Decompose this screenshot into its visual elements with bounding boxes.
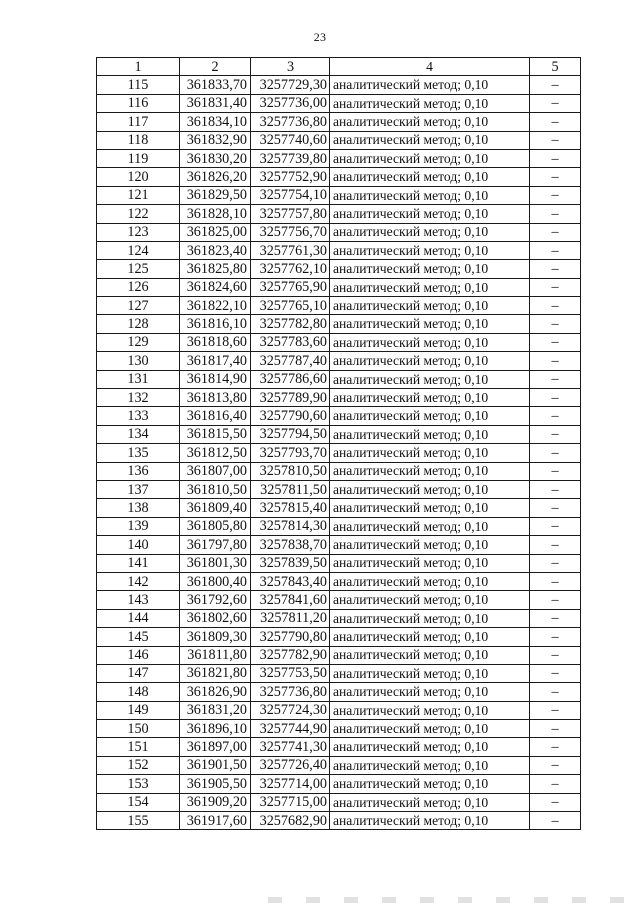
cell-method-accuracy: аналитический метод; 0,10	[330, 241, 530, 259]
cell-note: –	[530, 113, 581, 131]
cell-note: –	[530, 333, 581, 351]
cell-point-number: 127	[97, 297, 180, 315]
table-row	[97, 425, 581, 443]
cell-y-coordinate: 3257787,40	[251, 352, 330, 370]
cell-method-accuracy: аналитический метод; 0,10	[330, 646, 530, 664]
cell-x-coordinate: 361807,00	[180, 462, 251, 480]
cell-y-coordinate: 3257715,00	[251, 793, 330, 811]
table-row	[97, 664, 581, 682]
cell-y-coordinate: 3257753,50	[251, 664, 330, 682]
cell-note: –	[530, 168, 581, 186]
cell-method-accuracy: аналитический метод; 0,10	[330, 149, 530, 167]
column-header-number: 1	[97, 58, 180, 76]
table-row	[97, 149, 581, 167]
cell-x-coordinate: 361826,90	[180, 683, 251, 701]
cell-y-coordinate: 3257783,60	[251, 333, 330, 351]
cell-x-coordinate: 361816,10	[180, 315, 251, 333]
cell-note: –	[530, 554, 581, 572]
cell-note: –	[530, 517, 581, 535]
cell-point-number: 147	[97, 664, 180, 682]
table-row	[97, 333, 581, 351]
table-row	[97, 370, 581, 388]
cell-x-coordinate: 361805,80	[180, 517, 251, 535]
cell-x-coordinate: 361815,50	[180, 425, 251, 443]
cell-y-coordinate: 3257729,30	[251, 76, 330, 94]
cell-x-coordinate: 361909,20	[180, 793, 251, 811]
cell-x-coordinate: 361814,90	[180, 370, 251, 388]
cell-x-coordinate: 361826,20	[180, 168, 251, 186]
cell-y-coordinate: 3257811,50	[251, 480, 330, 498]
cell-point-number: 131	[97, 370, 180, 388]
table-row	[97, 297, 581, 315]
cell-point-number: 121	[97, 186, 180, 204]
cell-x-coordinate: 361809,40	[180, 499, 251, 517]
cell-note: –	[530, 701, 581, 719]
cell-y-coordinate: 3257782,80	[251, 315, 330, 333]
cell-method-accuracy: аналитический метод; 0,10	[330, 756, 530, 774]
cell-x-coordinate: 361822,10	[180, 297, 251, 315]
cell-method-accuracy: аналитический метод; 0,10	[330, 352, 530, 370]
cell-point-number: 128	[97, 315, 180, 333]
table-row	[97, 683, 581, 701]
cell-note: –	[530, 572, 581, 590]
table-row	[97, 223, 581, 241]
coordinates-table	[96, 57, 581, 830]
cell-note: –	[530, 793, 581, 811]
cell-point-number: 143	[97, 591, 180, 609]
table-row	[97, 480, 581, 498]
cell-x-coordinate: 361797,80	[180, 536, 251, 554]
table-row	[97, 186, 581, 204]
cell-point-number: 137	[97, 480, 180, 498]
cell-note: –	[530, 131, 581, 149]
cell-point-number: 115	[97, 76, 180, 94]
table-row	[97, 554, 581, 572]
cell-x-coordinate: 361801,30	[180, 554, 251, 572]
cell-note: –	[530, 591, 581, 609]
cell-method-accuracy: аналитический метод; 0,10	[330, 480, 530, 498]
cell-method-accuracy: аналитический метод; 0,10	[330, 370, 530, 388]
cell-point-number: 132	[97, 389, 180, 407]
cell-y-coordinate: 3257786,60	[251, 370, 330, 388]
cell-note: –	[530, 609, 581, 627]
table-row	[97, 278, 581, 296]
cell-y-coordinate: 3257757,80	[251, 205, 330, 223]
cell-note: –	[530, 352, 581, 370]
table-row	[97, 76, 581, 94]
cell-y-coordinate: 3257790,60	[251, 407, 330, 425]
cell-point-number: 134	[97, 425, 180, 443]
cell-point-number: 125	[97, 260, 180, 278]
cell-x-coordinate: 361825,80	[180, 260, 251, 278]
cell-point-number: 150	[97, 720, 180, 738]
cell-point-number: 144	[97, 609, 180, 627]
cell-x-coordinate: 361811,80	[180, 646, 251, 664]
cell-x-coordinate: 361897,00	[180, 738, 251, 756]
cell-y-coordinate: 3257811,20	[251, 609, 330, 627]
cell-method-accuracy: аналитический метод; 0,10	[330, 664, 530, 682]
table-row	[97, 720, 581, 738]
cell-note: –	[530, 738, 581, 756]
column-header-y: 3	[251, 58, 330, 76]
cell-method-accuracy: аналитический метод; 0,10	[330, 389, 530, 407]
cell-y-coordinate: 3257815,40	[251, 499, 330, 517]
cell-method-accuracy: аналитический метод; 0,10	[330, 628, 530, 646]
cell-method-accuracy: аналитический метод; 0,10	[330, 812, 530, 830]
cell-method-accuracy: аналитический метод; 0,10	[330, 94, 530, 112]
cell-y-coordinate: 3257741,30	[251, 738, 330, 756]
cell-x-coordinate: 361828,10	[180, 205, 251, 223]
cell-note: –	[530, 260, 581, 278]
cell-note: –	[530, 370, 581, 388]
cell-y-coordinate: 3257793,70	[251, 444, 330, 462]
cell-note: –	[530, 241, 581, 259]
cell-x-coordinate: 361816,40	[180, 407, 251, 425]
cell-point-number: 119	[97, 149, 180, 167]
cell-method-accuracy: аналитический метод; 0,10	[330, 554, 530, 572]
cell-point-number: 130	[97, 352, 180, 370]
cell-note: –	[530, 499, 581, 517]
cell-method-accuracy: аналитический метод; 0,10	[330, 76, 530, 94]
cell-method-accuracy: аналитический метод; 0,10	[330, 425, 530, 443]
cell-y-coordinate: 3257682,90	[251, 812, 330, 830]
table-row	[97, 517, 581, 535]
column-header-x: 2	[180, 58, 251, 76]
cell-point-number: 149	[97, 701, 180, 719]
cell-y-coordinate: 3257790,80	[251, 628, 330, 646]
cell-x-coordinate: 361829,50	[180, 186, 251, 204]
cell-point-number: 123	[97, 223, 180, 241]
cell-y-coordinate: 3257765,90	[251, 278, 330, 296]
table-row	[97, 591, 581, 609]
cell-method-accuracy: аналитический метод; 0,10	[330, 683, 530, 701]
table-header-row	[97, 58, 581, 76]
cell-x-coordinate: 361812,50	[180, 444, 251, 462]
table-row	[97, 499, 581, 517]
table-row	[97, 131, 581, 149]
cell-method-accuracy: аналитический метод; 0,10	[330, 738, 530, 756]
cell-method-accuracy: аналитический метод; 0,10	[330, 186, 530, 204]
table-row	[97, 113, 581, 131]
cell-y-coordinate: 3257736,80	[251, 113, 330, 131]
cell-x-coordinate: 361813,80	[180, 389, 251, 407]
table-row	[97, 646, 581, 664]
cell-y-coordinate: 3257789,90	[251, 389, 330, 407]
scan-footer-smudge	[268, 897, 628, 903]
cell-note: –	[530, 94, 581, 112]
cell-x-coordinate: 361818,60	[180, 333, 251, 351]
cell-y-coordinate: 3257726,40	[251, 756, 330, 774]
cell-x-coordinate: 361832,90	[180, 131, 251, 149]
cell-y-coordinate: 3257744,90	[251, 720, 330, 738]
cell-y-coordinate: 3257782,90	[251, 646, 330, 664]
cell-note: –	[530, 646, 581, 664]
cell-point-number: 155	[97, 812, 180, 830]
cell-x-coordinate: 361824,60	[180, 278, 251, 296]
cell-point-number: 116	[97, 94, 180, 112]
cell-point-number: 118	[97, 131, 180, 149]
cell-x-coordinate: 361917,60	[180, 812, 251, 830]
cell-point-number: 124	[97, 241, 180, 259]
table-row	[97, 315, 581, 333]
cell-y-coordinate: 3257754,10	[251, 186, 330, 204]
cell-point-number: 136	[97, 462, 180, 480]
cell-method-accuracy: аналитический метод; 0,10	[330, 701, 530, 719]
cell-method-accuracy: аналитический метод; 0,10	[330, 168, 530, 186]
cell-method-accuracy: аналитический метод; 0,10	[330, 278, 530, 296]
cell-note: –	[530, 76, 581, 94]
cell-point-number: 148	[97, 683, 180, 701]
cell-point-number: 126	[97, 278, 180, 296]
cell-method-accuracy: аналитический метод; 0,10	[330, 205, 530, 223]
table-row	[97, 389, 581, 407]
cell-point-number: 140	[97, 536, 180, 554]
cell-note: –	[530, 664, 581, 682]
cell-x-coordinate: 361817,40	[180, 352, 251, 370]
cell-method-accuracy: аналитический метод; 0,10	[330, 536, 530, 554]
table-row	[97, 462, 581, 480]
table-row	[97, 444, 581, 462]
cell-note: –	[530, 315, 581, 333]
cell-point-number: 153	[97, 775, 180, 793]
cell-method-accuracy: аналитический метод; 0,10	[330, 775, 530, 793]
cell-point-number: 145	[97, 628, 180, 646]
cell-method-accuracy: аналитический метод; 0,10	[330, 333, 530, 351]
cell-note: –	[530, 444, 581, 462]
cell-note: –	[530, 407, 581, 425]
column-header-method: 4	[330, 58, 530, 76]
cell-note: –	[530, 297, 581, 315]
cell-x-coordinate: 361833,70	[180, 76, 251, 94]
cell-x-coordinate: 361821,80	[180, 664, 251, 682]
table-row	[97, 628, 581, 646]
cell-note: –	[530, 628, 581, 646]
cell-x-coordinate: 361831,40	[180, 94, 251, 112]
table-row	[97, 205, 581, 223]
cell-method-accuracy: аналитический метод; 0,10	[330, 572, 530, 590]
cell-point-number: 154	[97, 793, 180, 811]
cell-note: –	[530, 683, 581, 701]
cell-y-coordinate: 3257814,30	[251, 517, 330, 535]
cell-point-number: 133	[97, 407, 180, 425]
table-row	[97, 168, 581, 186]
cell-note: –	[530, 480, 581, 498]
cell-note: –	[530, 812, 581, 830]
cell-x-coordinate: 361834,10	[180, 113, 251, 131]
cell-method-accuracy: аналитический метод; 0,10	[330, 793, 530, 811]
cell-note: –	[530, 775, 581, 793]
cell-y-coordinate: 3257843,40	[251, 572, 330, 590]
cell-method-accuracy: аналитический метод; 0,10	[330, 223, 530, 241]
cell-y-coordinate: 3257736,00	[251, 94, 330, 112]
table-row	[97, 738, 581, 756]
cell-method-accuracy: аналитический метод; 0,10	[330, 444, 530, 462]
cell-y-coordinate: 3257714,00	[251, 775, 330, 793]
cell-note: –	[530, 149, 581, 167]
cell-point-number: 117	[97, 113, 180, 131]
cell-note: –	[530, 389, 581, 407]
cell-method-accuracy: аналитический метод; 0,10	[330, 407, 530, 425]
column-header-note: 5	[530, 58, 581, 76]
cell-note: –	[530, 278, 581, 296]
cell-y-coordinate: 3257838,70	[251, 536, 330, 554]
cell-y-coordinate: 3257736,80	[251, 683, 330, 701]
cell-note: –	[530, 186, 581, 204]
cell-note: –	[530, 205, 581, 223]
cell-note: –	[530, 462, 581, 480]
cell-method-accuracy: аналитический метод; 0,10	[330, 591, 530, 609]
cell-note: –	[530, 536, 581, 554]
cell-y-coordinate: 3257794,50	[251, 425, 330, 443]
table-row	[97, 775, 581, 793]
cell-method-accuracy: аналитический метод; 0,10	[330, 720, 530, 738]
table-row	[97, 536, 581, 554]
cell-y-coordinate: 3257752,90	[251, 168, 330, 186]
cell-x-coordinate: 361800,40	[180, 572, 251, 590]
table-row	[97, 701, 581, 719]
table-row	[97, 609, 581, 627]
cell-point-number: 152	[97, 756, 180, 774]
cell-y-coordinate: 3257756,70	[251, 223, 330, 241]
cell-method-accuracy: аналитический метод; 0,10	[330, 113, 530, 131]
cell-method-accuracy: аналитический метод; 0,10	[330, 609, 530, 627]
cell-point-number: 129	[97, 333, 180, 351]
table-row	[97, 756, 581, 774]
cell-method-accuracy: аналитический метод; 0,10	[330, 260, 530, 278]
cell-y-coordinate: 3257839,50	[251, 554, 330, 572]
cell-point-number: 151	[97, 738, 180, 756]
cell-point-number: 139	[97, 517, 180, 535]
cell-x-coordinate: 361825,00	[180, 223, 251, 241]
cell-point-number: 120	[97, 168, 180, 186]
cell-point-number: 135	[97, 444, 180, 462]
cell-x-coordinate: 361810,50	[180, 480, 251, 498]
cell-point-number: 122	[97, 205, 180, 223]
cell-y-coordinate: 3257740,60	[251, 131, 330, 149]
table-row	[97, 407, 581, 425]
cell-x-coordinate: 361831,20	[180, 701, 251, 719]
cell-method-accuracy: аналитический метод; 0,10	[330, 499, 530, 517]
cell-y-coordinate: 3257765,10	[251, 297, 330, 315]
table-body	[97, 58, 581, 830]
cell-x-coordinate: 361809,30	[180, 628, 251, 646]
cell-x-coordinate: 361905,50	[180, 775, 251, 793]
cell-point-number: 142	[97, 572, 180, 590]
cell-point-number: 138	[97, 499, 180, 517]
page-number: 23	[313, 30, 327, 44]
cell-x-coordinate: 361830,20	[180, 149, 251, 167]
cell-point-number: 146	[97, 646, 180, 664]
cell-x-coordinate: 361802,60	[180, 609, 251, 627]
table-row	[97, 352, 581, 370]
table-row	[97, 260, 581, 278]
cell-y-coordinate: 3257724,30	[251, 701, 330, 719]
cell-x-coordinate: 361823,40	[180, 241, 251, 259]
table-row	[97, 812, 581, 830]
table-row	[97, 793, 581, 811]
table-row	[97, 572, 581, 590]
cell-method-accuracy: аналитический метод; 0,10	[330, 462, 530, 480]
cell-method-accuracy: аналитический метод; 0,10	[330, 297, 530, 315]
cell-y-coordinate: 3257810,50	[251, 462, 330, 480]
cell-y-coordinate: 3257761,30	[251, 241, 330, 259]
cell-note: –	[530, 756, 581, 774]
cell-point-number: 141	[97, 554, 180, 572]
cell-y-coordinate: 3257841,60	[251, 591, 330, 609]
table-row	[97, 94, 581, 112]
cell-note: –	[530, 720, 581, 738]
table-row	[97, 241, 581, 259]
cell-note: –	[530, 223, 581, 241]
cell-method-accuracy: аналитический метод; 0,10	[330, 131, 530, 149]
cell-x-coordinate: 361896,10	[180, 720, 251, 738]
cell-method-accuracy: аналитический метод; 0,10	[330, 315, 530, 333]
cell-y-coordinate: 3257762,10	[251, 260, 330, 278]
cell-note: –	[530, 425, 581, 443]
cell-x-coordinate: 361792,60	[180, 591, 251, 609]
cell-y-coordinate: 3257739,80	[251, 149, 330, 167]
cell-method-accuracy: аналитический метод; 0,10	[330, 517, 530, 535]
cell-x-coordinate: 361901,50	[180, 756, 251, 774]
